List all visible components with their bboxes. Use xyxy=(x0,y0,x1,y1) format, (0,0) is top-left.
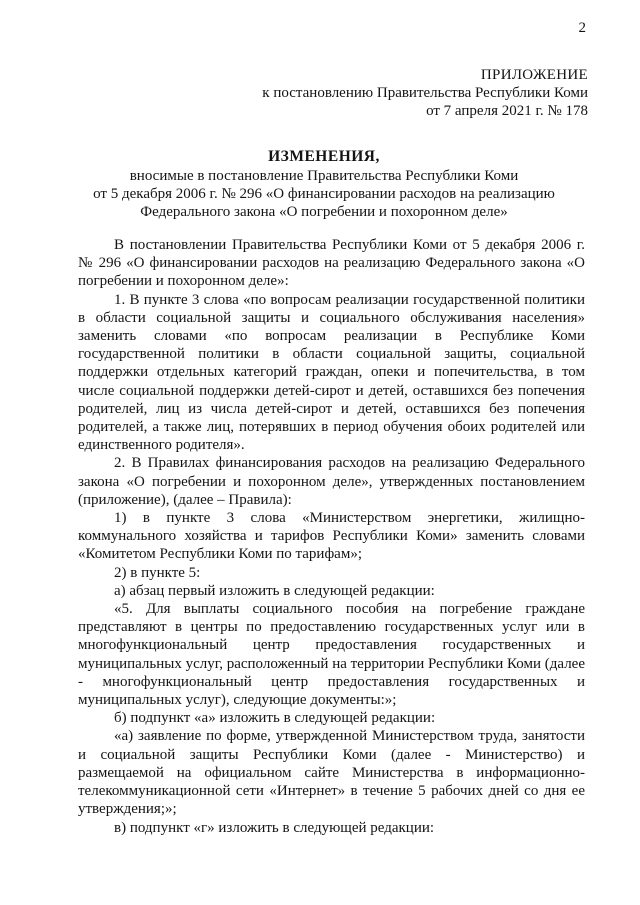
paragraph-subitem-2: 2) в пункте 5: xyxy=(114,564,201,581)
paragraph-subitem-b: б) подпункт «а» изложить в следующей редакции: xyxy=(114,710,436,727)
appendix-block xyxy=(262,66,588,120)
appendix-title: ПРИЛОЖЕНИЕ xyxy=(480,67,588,83)
paragraph-intro: В постановлении Правительства Республики Коми от 5 декабря 2006 г. № 296 «О финансировании расходов на реализацию Федерального закона «О погребении и похоронном деле»: xyxy=(78,237,585,290)
document-body xyxy=(78,236,585,837)
page-number: 2 xyxy=(578,20,586,36)
changes-subtitle-line-3: Федерального закона «О погребении и похоронном деле» xyxy=(140,204,508,220)
paragraph-subitem-a: а) абзац первый изложить в следующей редакции: xyxy=(114,582,435,599)
paragraph-item-1: 1. В пункте 3 слова «по вопросам реализации государственной политики в области социальной защиты и социального обслуживания населения» заменить словами «по вопросам реализации в Республике Коми государственной политики в области социальной защиты, социальной поддержки отдельных категорий граждан, опеки и попечительства, в том числе социальной поддержки детей-сирот и детей, оставшихся без попечения родителей, лиц из числа детей-сирот и детей, оставшихся без попечения родителей, а также лиц, потерявших в период обучения обоих родителей или единственного родителя». xyxy=(78,291,585,454)
appendix-date-line: от 7 апреля 2021 г. № 178 xyxy=(426,103,588,119)
paragraph-subitem-v: в) подпункт «г» изложить в следующей редакции: xyxy=(114,819,435,836)
paragraph-item-2: 2. В Правилах финансирования расходов на реализацию Федерального закона «О погребении и похоронном деле», утвержденных постановлением (приложение), (далее – Правила): xyxy=(78,455,585,508)
changes-title: ИЗМЕНЕНИЯ, xyxy=(268,148,380,165)
changes-subtitle-line-1: вносимые в постановление Правительства Республики Коми xyxy=(129,168,519,184)
changes-subtitle-line-2: от 5 декабря 2006 г. № 296 «О финансировании расходов на реализацию xyxy=(93,186,555,202)
changes-header xyxy=(60,148,588,221)
paragraph-subitem-1: 1) в пункте 3 слова «Министерством энергетики, жилищно-коммунального хозяйства и тарифов Республики Коми» заменить словами «Комитетом Республики Коми по тарифам»; xyxy=(78,510,585,563)
appendix-resolution-line: к постановлению Правительства Республики Коми xyxy=(262,85,588,101)
paragraph-quote-5: «5. Для выплаты социального пособия на погребение граждане представляют в центры по предоставлению государственных услуг или в многофункциональный центр предоставления государственных и муниципальных услуг, расположенный на территории Республики Коми (далее - многофункциональный центр предоставления государственных и муниципальных услуг), следующие документы:»; xyxy=(78,601,585,709)
paragraph-quote-a: «а) заявление по форме, утвержденной Министерством труда, занятости и социальной защиты Республики Коми (далее - Министерство) и размещаемой на официальном сайте Министерства в информационно-телекоммуникационной сети «Интернет» в течение 5 рабочих дней со дня ее утверждения;»; xyxy=(78,728,585,818)
